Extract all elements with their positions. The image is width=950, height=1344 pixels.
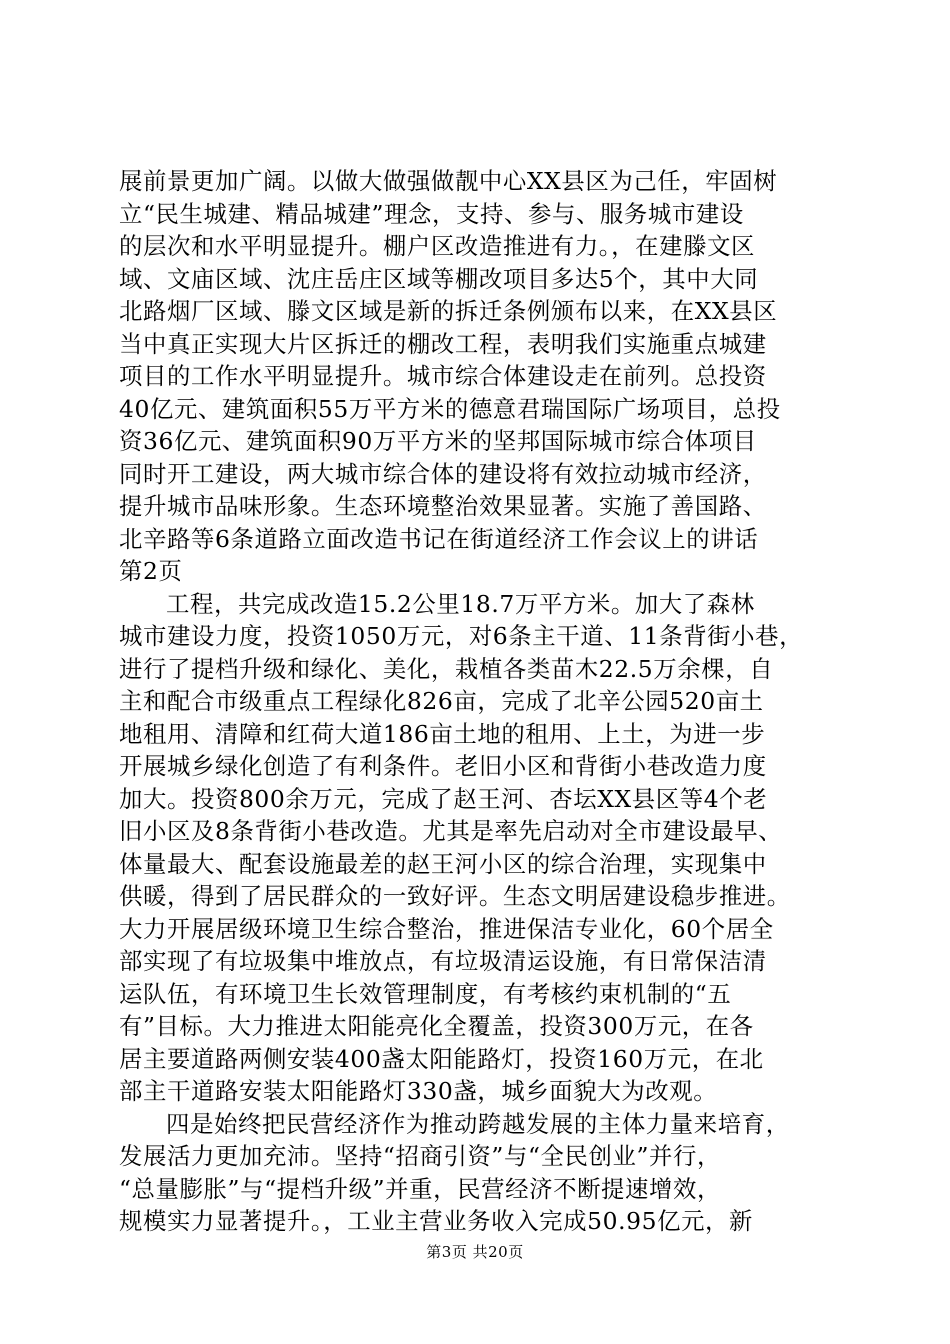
text-line: 提升城市品味形象。生态环境整治效果显著。实施了善国路、	[119, 492, 767, 520]
document-body	[119, 165, 839, 1238]
text-line: 城市建设力度，投资1050万元，对6条主干道、11条背街小巷，	[119, 622, 804, 650]
text-line: 大力开展居级环境卫生综合整治，推进保洁专业化，60个居全	[119, 914, 774, 943]
text-line: 居主要道路两侧安装400盏太阳能路灯，投资160万元，在北	[119, 1044, 764, 1073]
text-line: 资36亿元、建筑面积90万平方米的坚邦国际城市综合体项目	[119, 427, 757, 455]
text-line: 40亿元、建筑面积55万平方米的德意君瑞国际广场项目，总投	[119, 394, 781, 423]
text-line: 地租用、清障和红荷大道186亩土地的租用、上土，为进一步	[119, 719, 766, 748]
page-footer: 第3页 共20页	[426, 1243, 524, 1261]
text-line: 主和配合市级重点工程绿化826亩，完成了北辛公园520亩土	[119, 687, 764, 715]
text-line: 四是始终把民营经济作为推动跨越发展的主体力量来培育，	[166, 1109, 790, 1138]
text-line: 同时开工建设，两大城市综合体的建设将有效拉动城市经济，	[119, 459, 767, 488]
text-line: 部主干道路安装太阳能路灯330盏，城乡面貌大为改观。	[119, 1077, 718, 1105]
text-line: 发展活力更加充沛。坚持“招商引资”与“全民创业”并行，	[119, 1142, 722, 1170]
text-line: 加大。投资800余万元，完成了赵王河、杏坛XX县区等4个老	[119, 784, 768, 813]
text-line: 第2页	[119, 557, 183, 585]
text-line: 供暖，得到了居民群众的一致好评。生态文明居建设稳步推进。	[119, 882, 791, 910]
text-line: 体量最大、配套设施最差的赵王河小区的综合治理，实现集中	[119, 849, 767, 878]
text-line: 北路烟厂区域、滕文区域是新的拆迁条例颁布以来，在XX县区	[119, 297, 778, 325]
text-line: 展前景更加广阔。以做大做强做靓中心XX县区为己任，牢固树	[119, 167, 778, 195]
text-line: 进行了提档升级和绿化、美化，栽植各类苗木22.5万余棵，自	[119, 654, 774, 683]
text-line: 的层次和水平明显提升。棚户区改造推进有力。，在建滕文区	[119, 232, 756, 260]
text-line: 运队伍，有环境卫生长效管理制度，有考核约束机制的“五	[119, 979, 732, 1008]
text-line: 部实现了有垃圾集中堆放点，有垃圾清运设施，有日常保洁清	[119, 947, 767, 975]
text-line: 有”目标。大力推进太阳能亮化全覆盖，投资300万元，在各	[119, 1012, 754, 1040]
text-line: 域、文庙区域、沈庄岳庄区域等棚改项目多达5个，其中大同	[119, 264, 759, 293]
text-line: 规模实力显著提升。，工业主营业务收入完成50.95亿元，新	[119, 1207, 754, 1235]
text-line: 旧小区及8条背街小巷改造。尤其是率先启动对全市建设最早、	[119, 817, 783, 845]
text-line: 项目的工作水平明显提升。城市综合体建设走在前列。总投资	[119, 362, 767, 390]
text-line: “总量膨胀”与“提档升级”并重，民营经济不断提速增效，	[119, 1174, 722, 1203]
text-line: 工程，共完成改造15.2公里18.7万平方米。加大了森林	[166, 589, 755, 618]
text-line: 开展城乡绿化创造了有利条件。老旧小区和背街小巷改造力度	[119, 752, 767, 780]
text-line: 北辛路等6条道路立面改造书记在街道经济工作会议上的讲话	[119, 524, 759, 553]
text-line: 当中真正实现大片区拆迁的棚改工程，表明我们实施重点城建	[119, 329, 767, 358]
text-line: 立“民生城建、精品城建”理念，支持、参与、服务城市建设	[119, 199, 744, 228]
